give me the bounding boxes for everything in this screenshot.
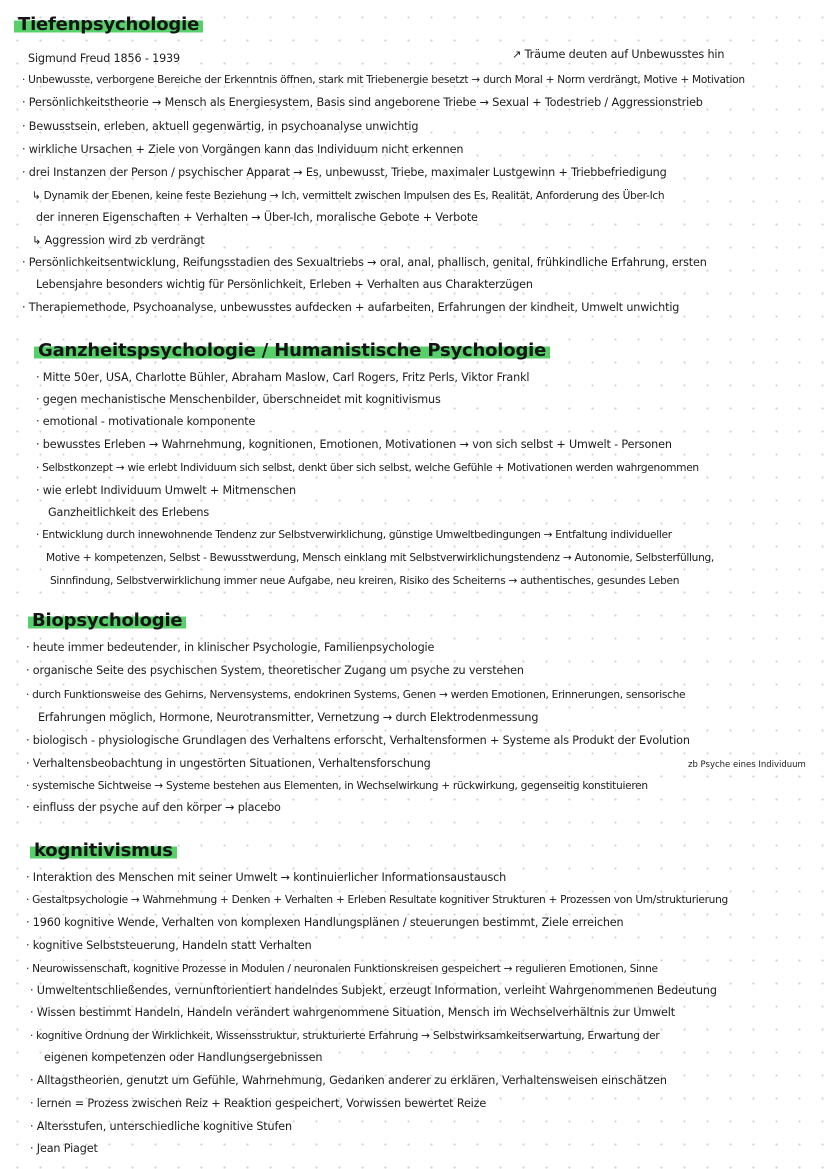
note-line: · Umweltentschließendes, vernunftorientiert handelndes Subjekt, erzeugt Information, verleiht Wahrgenommenen Bedeutung [30, 984, 717, 997]
margin-note: zb Psyche eines Individuum [688, 760, 806, 770]
section-heading-tiefenpsychologie: Tiefenpsychologie [14, 14, 203, 35]
note-line: · bewusstes Erleben → Wahrnehmung, kognitionen, Emotionen, Motivationen → von sich selbst + Umwelt - Personen [36, 438, 672, 451]
note-line: · Entwicklung durch innewohnende Tendenz zur Selbstverwirklichung, günstige Umweltbedingungen → Entfaltung individueller [36, 529, 672, 541]
note-line: · heute immer bedeutender, in klinischer Psychologie, Familienpsychologie [26, 641, 435, 654]
note-line: Lebensjahre besonders wichtig für Persönlichkeit, Erleben + Verhalten aus Charakterzügen [36, 278, 533, 291]
note-line: Ganzheitlichkeit des Erlebens [48, 506, 210, 519]
note-line: · Alltagstheorien, genutzt um Gefühle, Wahrnehmung, Gedanken anderer zu erklären, Verhaltensweisen einschätzen [30, 1074, 667, 1087]
note-line: · drei Instanzen der Person / psychischer Apparat → Es, unbewusst, Triebe, maximaler Lustgewinn + Triebbefriedigung [22, 166, 667, 179]
note-line: · emotional - motivationale komponente [36, 415, 256, 428]
note-line: eigenen kompetenzen oder Handlungsergebnissen [44, 1051, 323, 1064]
note-line: · Verhaltensbeobachtung in ungestörten Situationen, Verhaltensforschung [26, 757, 431, 770]
note-line: · Gestaltpsychologie → Wahrnehmung + Denken + Verhalten + Erleben Resultate kognitiver Strukturen + Prozessen von Um/strukturierung [26, 894, 728, 906]
note-line: · Wissen bestimmt Handeln, Handeln verändert wahrgenommene Situation, Mensch im Wechselverhältnis zur Umwelt [30, 1006, 675, 1019]
note-line: · Persönlichkeitsentwicklung, Reifungsstadien des Sexualtriebs → oral, anal, phallisch, genital, frühkindliche Erfahrung, ersten [22, 256, 707, 269]
note-line: der inneren Eigenschaften + Verhalten → Über-Ich, moralische Gebote + Verbote [36, 211, 478, 224]
note-line: · Selbstkonzept → wie erlebt Individuum sich selbst, denkt über sich selbst, welche Gefühle + Motivationen werden wahrgenommen [36, 462, 699, 474]
note-line: · kognitive Ordnung der Wirklichkeit, Wissensstruktur, strukturierte Erfahrung → Selbstwirksamkeitserwartung, Erwartung der [30, 1030, 660, 1042]
note-line: · Bewusstsein, erleben, aktuell gegenwärtig, in psychoanalyse unwichtig [22, 120, 419, 133]
note-line: · lernen = Prozess zwischen Reiz + Reaktion gespeichert, Vorwissen bewertet Reize [30, 1097, 487, 1110]
note-line: · Persönlichkeitstheorie → Mensch als Energiesystem, Basis sind angeborene Triebe → Sexual + Todestrieb / Aggressionstrieb [22, 96, 703, 109]
note-line: · wie erlebt Individuum Umwelt + Mitmenschen [36, 484, 296, 497]
note-line: · kognitive Selbststeuerung, Handeln statt Verhalten [26, 939, 312, 952]
note-line: Erfahrungen möglich, Hormone, Neurotransmitter, Vernetzung → durch Elektrodenmessung [38, 711, 539, 724]
section-heading-kognitivismus: kognitivismus [30, 840, 177, 861]
note-line: · organische Seite des psychischen System, theoretischer Zugang um psyche zu verstehen [26, 664, 524, 677]
note-line: · Interaktion des Menschen mit seiner Umwelt → kontinuierlicher Informationsaustausch [26, 871, 507, 884]
note-line: · biologisch - physiologische Grundlagen des Verhaltens erforscht, Verhaltensformen + Systeme als Produkt der Evolution [26, 734, 690, 747]
note-line: · Jean Piaget [30, 1142, 98, 1155]
note-line: · Mitte 50er, USA, Charlotte Bühler, Abraham Maslow, Carl Rogers, Fritz Perls, Viktor Frankl [36, 371, 530, 384]
section-heading-ganzheitspsychologie: Ganzheitspsychologie / Humanistische Psychologie [34, 340, 550, 361]
note-line: · durch Funktionsweise des Gehirns, Nervensystems, endokrinen Systems, Genen → werden Emotionen, Erinnerungen, sensorische [26, 689, 686, 701]
note-line: · Neurowissenschaft, kognitive Prozesse in Modulen / neuronalen Funktionskreisen gespeichert → regulieren Emotionen, Sinne [26, 963, 658, 975]
note-line: · wirkliche Ursachen + Ziele von Vorgängen kann das Individuum nicht erkennen [22, 143, 464, 156]
note-line: Sigmund Freud 1856 - 1939 [28, 52, 180, 65]
note-line: · Therapiemethode, Psychoanalyse, unbewusstes aufdecken + aufarbeiten, Erfahrungen der kindheit, Umwelt unwichtig [22, 301, 680, 314]
note-line: · gegen mechanistische Menschenbilder, überschneidet mit kognitivismus [36, 393, 441, 406]
section-heading-biopsychologie: Biopsychologie [28, 610, 186, 631]
note-line: Sinnfindung, Selbstverwirklichung immer neue Aufgabe, neu kreiren, Risiko des Scheiterns → authentisches, gesundes Leben [50, 575, 680, 587]
note-line: ↳ Aggression wird zb verdrängt [32, 234, 205, 247]
note-line: · Unbewusste, verborgene Bereiche der Erkenntnis öffnen, stark mit Triebenergie besetzt → durch Moral + Norm verdrängt, Motive + Motivation [22, 74, 745, 86]
note-line: · 1960 kognitive Wende, Verhalten von komplexen Handlungsplänen / steuerungen bestimmt, Ziele erreichen [26, 916, 624, 929]
note-line: Motive + kompetenzen, Selbst - Bewusstwerdung, Mensch einklang mit Selbstverwirklichungstendenz → Autonomie, Selbsterfüllung, [46, 552, 714, 564]
note-line: ↗ Träume deuten auf Unbewusstes hin [512, 48, 725, 61]
note-line: ↳ Dynamik der Ebenen, keine feste Beziehung → Ich, vermittelt zwischen Impulsen des Es, Realität, Anforderung des Über-Ich [32, 190, 665, 202]
note-line: · systemische Sichtweise → Systeme bestehen aus Elementen, in Wechselwirkung + rückwirkung, gegenseitig konstituieren [26, 780, 648, 792]
note-line: · einfluss der psyche auf den körper → placebo [26, 801, 281, 814]
note-line: · Altersstufen, unterschiedliche kognitive Stufen [30, 1120, 292, 1133]
